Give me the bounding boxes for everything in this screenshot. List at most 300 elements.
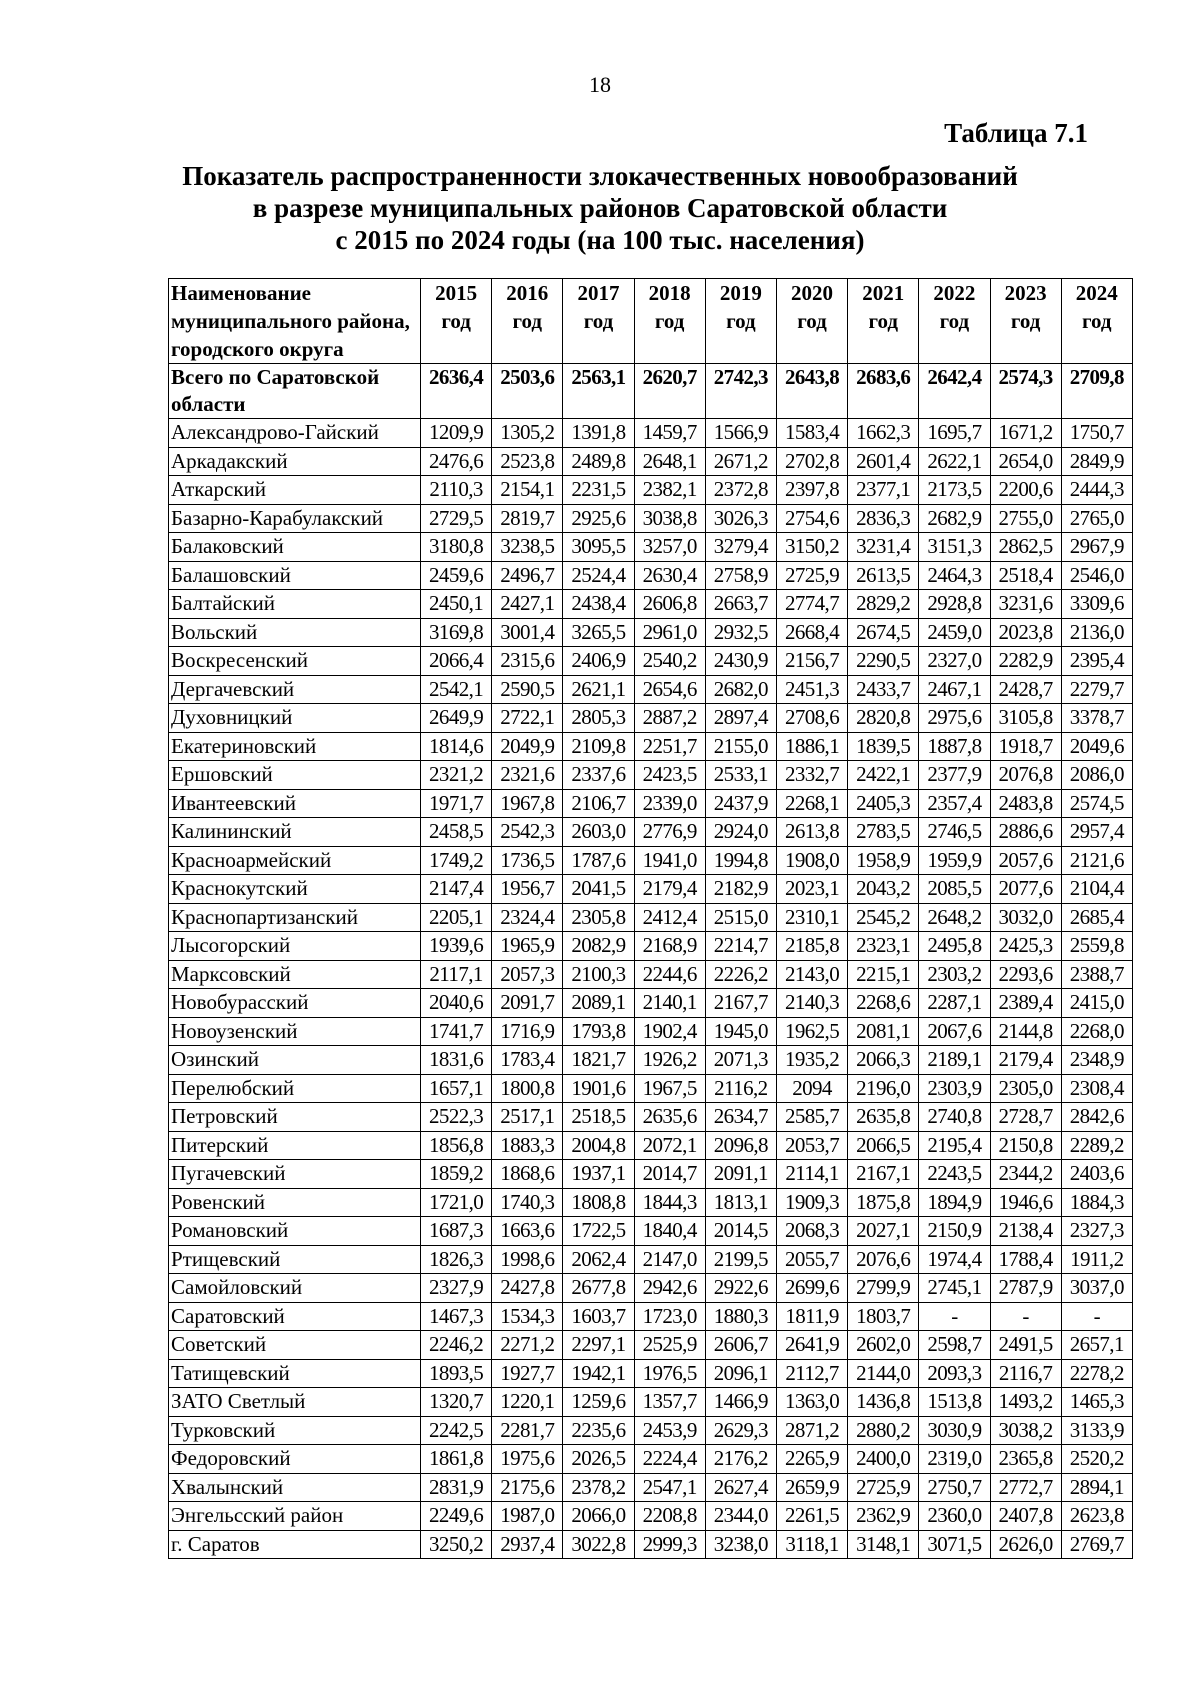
value-cell: 2450,1 (421, 590, 492, 619)
value-cell: 2871,2 (776, 1416, 847, 1445)
year-unit: год (512, 309, 543, 333)
value-cell: 3037,0 (1061, 1274, 1132, 1303)
value-cell: 2820,8 (848, 704, 919, 733)
row-name: Татищевский (169, 1359, 421, 1388)
value-cell: 2635,8 (848, 1103, 919, 1132)
value-cell: 1958,9 (848, 846, 919, 875)
value-cell: 2004,8 (563, 1131, 634, 1160)
table-row (169, 1302, 1133, 1331)
value-cell: 2932,5 (705, 618, 776, 647)
value-cell: 2365,8 (990, 1445, 1061, 1474)
value-cell: 2066,3 (848, 1046, 919, 1075)
value-cell: 1998,6 (492, 1245, 563, 1274)
row-name: Александрово-Гайский (169, 419, 421, 448)
value-cell: 2774,7 (776, 590, 847, 619)
value-cell: 2836,3 (848, 504, 919, 533)
value-cell: 2332,7 (776, 761, 847, 790)
value-cell: 2886,6 (990, 818, 1061, 847)
value-cell: 1813,1 (705, 1188, 776, 1217)
row-name: Базарно-Карабулакский (169, 504, 421, 533)
value-cell: 1901,6 (563, 1074, 634, 1103)
column-header-year (563, 279, 634, 364)
value-cell: 2249,6 (421, 1502, 492, 1531)
year-label: 2015 (435, 281, 478, 305)
row-name: Воскресенский (169, 647, 421, 676)
value-cell: 1883,3 (492, 1131, 563, 1160)
value-cell: 2305,8 (563, 903, 634, 932)
value-cell: 2310,1 (776, 903, 847, 932)
row-name: Ивантеевский (169, 789, 421, 818)
row-name: Всего по Саратовской области (169, 364, 421, 419)
value-cell: 2023,8 (990, 618, 1061, 647)
table-row (169, 1245, 1133, 1274)
value-cell: 2880,2 (848, 1416, 919, 1445)
value-cell: 2787,9 (990, 1274, 1061, 1303)
value-cell: 2467,1 (919, 675, 990, 704)
value-cell: 2147,0 (634, 1245, 705, 1274)
row-name: ЗАТО Светлый (169, 1388, 421, 1417)
value-cell: 2522,3 (421, 1103, 492, 1132)
value-cell: 2357,4 (919, 789, 990, 818)
table-title (150, 160, 1050, 256)
value-cell: 2412,4 (634, 903, 705, 932)
value-cell: 1749,2 (421, 846, 492, 875)
value-cell: - (990, 1302, 1061, 1331)
table-row (169, 1445, 1133, 1474)
value-cell: 2574,3 (990, 364, 1061, 419)
value-cell: 2344,2 (990, 1160, 1061, 1189)
value-cell: 2014,5 (705, 1217, 776, 1246)
value-cell: 2175,6 (492, 1473, 563, 1502)
value-cell: 2636,4 (421, 364, 492, 419)
value-cell: 2626,0 (990, 1530, 1061, 1559)
value-cell: 1305,2 (492, 419, 563, 448)
value-cell: 2433,7 (848, 675, 919, 704)
row-name: Калининский (169, 818, 421, 847)
value-cell: 2590,5 (492, 675, 563, 704)
value-cell: 2685,4 (1061, 903, 1132, 932)
value-cell: 2648,1 (634, 447, 705, 476)
value-cell: 2476,6 (421, 447, 492, 476)
value-cell: 2271,2 (492, 1331, 563, 1360)
table-row (169, 1473, 1133, 1502)
value-cell: 1974,4 (919, 1245, 990, 1274)
table-row (169, 675, 1133, 704)
value-cell: 2925,6 (563, 504, 634, 533)
value-cell: 2405,3 (848, 789, 919, 818)
value-cell: 2208,8 (634, 1502, 705, 1531)
value-cell: 2489,8 (563, 447, 634, 476)
value-cell: 3133,9 (1061, 1416, 1132, 1445)
value-cell: 2783,5 (848, 818, 919, 847)
value-cell: 1808,8 (563, 1188, 634, 1217)
year-label: 2017 (577, 281, 620, 305)
value-cell: 2430,9 (705, 647, 776, 676)
value-cell: 2668,4 (776, 618, 847, 647)
value-cell: 2542,1 (421, 675, 492, 704)
value-cell: 2928,8 (919, 590, 990, 619)
value-cell: 1663,6 (492, 1217, 563, 1246)
value-cell: 2725,9 (776, 561, 847, 590)
table-row (169, 1074, 1133, 1103)
table-row (169, 618, 1133, 647)
value-cell: 2606,7 (705, 1331, 776, 1360)
value-cell: 2517,1 (492, 1103, 563, 1132)
value-cell: 2699,6 (776, 1274, 847, 1303)
value-cell: 2922,6 (705, 1274, 776, 1303)
table-body (169, 364, 1133, 1559)
value-cell: 1467,3 (421, 1302, 492, 1331)
value-cell: 1918,7 (990, 732, 1061, 761)
value-cell: 2156,7 (776, 647, 847, 676)
value-cell: 1868,6 (492, 1160, 563, 1189)
value-cell: 2287,1 (919, 989, 990, 1018)
value-cell: 1671,2 (990, 419, 1061, 448)
table-row (169, 818, 1133, 847)
year-label: 2021 (862, 281, 905, 305)
column-header-year (634, 279, 705, 364)
value-cell: 2067,6 (919, 1017, 990, 1046)
value-cell: 2961,0 (634, 618, 705, 647)
value-cell: 2755,0 (990, 504, 1061, 533)
row-name: Новоузенский (169, 1017, 421, 1046)
value-cell: 3238,0 (705, 1530, 776, 1559)
value-cell: 2634,7 (705, 1103, 776, 1132)
value-cell: 2746,5 (919, 818, 990, 847)
value-cell: 2150,9 (919, 1217, 990, 1246)
table-row (169, 504, 1133, 533)
value-cell: 2293,6 (990, 960, 1061, 989)
value-cell: 2179,4 (634, 875, 705, 904)
table-row (169, 647, 1133, 676)
row-name: Перелюбский (169, 1074, 421, 1103)
value-cell: 2144,0 (848, 1359, 919, 1388)
value-cell: 2224,4 (634, 1445, 705, 1474)
column-header-year (919, 279, 990, 364)
value-cell: 3231,6 (990, 590, 1061, 619)
value-cell: 1259,6 (563, 1388, 634, 1417)
value-cell: 2740,8 (919, 1103, 990, 1132)
value-cell: 2621,1 (563, 675, 634, 704)
value-cell: 2315,6 (492, 647, 563, 676)
row-name: Турковский (169, 1416, 421, 1445)
value-cell: 2360,0 (919, 1502, 990, 1531)
row-name: Хвалынский (169, 1473, 421, 1502)
value-cell: 2116,2 (705, 1074, 776, 1103)
value-cell: 2308,4 (1061, 1074, 1132, 1103)
value-cell: 2525,9 (634, 1331, 705, 1360)
value-cell: 1357,7 (634, 1388, 705, 1417)
row-name: Аткарский (169, 476, 421, 505)
column-header-year (492, 279, 563, 364)
year-unit: год (939, 309, 970, 333)
value-cell: 1856,8 (421, 1131, 492, 1160)
value-cell: 2066,0 (563, 1502, 634, 1531)
value-cell: 2043,2 (848, 875, 919, 904)
value-cell: 1740,3 (492, 1188, 563, 1217)
value-cell: 3238,5 (492, 533, 563, 562)
value-cell: 2754,6 (776, 504, 847, 533)
value-cell: 2897,4 (705, 704, 776, 733)
value-cell: 1821,7 (563, 1046, 634, 1075)
value-cell: 2268,6 (848, 989, 919, 1018)
value-cell: 1687,3 (421, 1217, 492, 1246)
row-name: Самойловский (169, 1274, 421, 1303)
value-cell: 1893,5 (421, 1359, 492, 1388)
row-name: Пугачевский (169, 1160, 421, 1189)
value-cell: 2173,5 (919, 476, 990, 505)
table-row (169, 732, 1133, 761)
value-cell: 2750,7 (919, 1473, 990, 1502)
value-cell: 2515,0 (705, 903, 776, 932)
value-cell: 2831,9 (421, 1473, 492, 1502)
value-cell: 2189,1 (919, 1046, 990, 1075)
table-row (169, 533, 1133, 562)
value-cell: 2518,4 (990, 561, 1061, 590)
value-cell: 2324,4 (492, 903, 563, 932)
value-cell: 1750,7 (1061, 419, 1132, 448)
title-line: Показатель распространенности злокачественных новообразований (182, 161, 1018, 191)
value-cell: 1793,8 (563, 1017, 634, 1046)
value-cell: 2085,5 (919, 875, 990, 904)
value-cell: 2327,0 (919, 647, 990, 676)
value-cell: 2957,4 (1061, 818, 1132, 847)
value-cell: 2104,4 (1061, 875, 1132, 904)
value-cell: 1945,0 (705, 1017, 776, 1046)
value-cell: 2112,7 (776, 1359, 847, 1388)
row-name: Федоровский (169, 1445, 421, 1474)
value-cell: 1935,2 (776, 1046, 847, 1075)
table-row (169, 1131, 1133, 1160)
value-cell: 1886,1 (776, 732, 847, 761)
value-cell: 2427,8 (492, 1274, 563, 1303)
value-cell: 3038,8 (634, 504, 705, 533)
row-name: Ровенский (169, 1188, 421, 1217)
value-cell: 1941,0 (634, 846, 705, 875)
value-cell: 2518,5 (563, 1103, 634, 1132)
row-name: Энгельсский район (169, 1502, 421, 1531)
value-cell: 2464,3 (919, 561, 990, 590)
value-cell: 2072,1 (634, 1131, 705, 1160)
value-cell: 2344,0 (705, 1502, 776, 1531)
value-cell: 1967,8 (492, 789, 563, 818)
value-cell: 2613,5 (848, 561, 919, 590)
value-cell: 2251,7 (634, 732, 705, 761)
value-cell: 2265,9 (776, 1445, 847, 1474)
value-cell: 2423,5 (634, 761, 705, 790)
value-cell: 2205,1 (421, 903, 492, 932)
page-number: 18 (589, 72, 611, 97)
table-row (169, 561, 1133, 590)
value-cell: 2096,8 (705, 1131, 776, 1160)
value-cell: 1887,8 (919, 732, 990, 761)
table-row (169, 1359, 1133, 1388)
value-cell: 2603,0 (563, 818, 634, 847)
value-cell: 2053,7 (776, 1131, 847, 1160)
value-cell: 2641,9 (776, 1331, 847, 1360)
row-name: Балаковский (169, 533, 421, 562)
value-cell: 1566,9 (705, 419, 776, 448)
value-cell: 1534,3 (492, 1302, 563, 1331)
value-cell: 2799,9 (848, 1274, 919, 1303)
value-cell: 2725,9 (848, 1473, 919, 1502)
table-row (169, 1274, 1133, 1303)
value-cell: 2496,7 (492, 561, 563, 590)
value-cell: 2491,5 (990, 1331, 1061, 1360)
year-label: 2016 (506, 281, 549, 305)
table-row (169, 419, 1133, 448)
value-cell: 2382,1 (634, 476, 705, 505)
value-cell: 2659,9 (776, 1473, 847, 1502)
value-cell: 1722,5 (563, 1217, 634, 1246)
value-cell: 2116,7 (990, 1359, 1061, 1388)
value-cell: 2400,0 (848, 1445, 919, 1474)
value-cell: 3148,1 (848, 1530, 919, 1559)
row-name: г. Саратов (169, 1530, 421, 1559)
table-row (169, 789, 1133, 818)
value-cell: 1956,7 (492, 875, 563, 904)
value-cell: 1939,6 (421, 932, 492, 961)
value-cell: 2377,9 (919, 761, 990, 790)
value-cell: 2975,6 (919, 704, 990, 733)
row-name: Петровский (169, 1103, 421, 1132)
value-cell: 1884,3 (1061, 1188, 1132, 1217)
value-cell: 2924,0 (705, 818, 776, 847)
value-cell: 3257,0 (634, 533, 705, 562)
value-cell: 2459,0 (919, 618, 990, 647)
value-cell: 2066,5 (848, 1131, 919, 1160)
value-cell: 2406,9 (563, 647, 634, 676)
value-cell: 3231,4 (848, 533, 919, 562)
value-cell: 2140,3 (776, 989, 847, 1018)
value-cell: 1902,4 (634, 1017, 705, 1046)
value-cell: 1861,8 (421, 1445, 492, 1474)
value-cell: 2545,2 (848, 903, 919, 932)
value-cell: 2290,5 (848, 647, 919, 676)
table-row (169, 1416, 1133, 1445)
row-name: Краснокутский (169, 875, 421, 904)
row-name: Ершовский (169, 761, 421, 790)
value-cell: 1987,0 (492, 1502, 563, 1531)
value-cell: 2745,1 (919, 1274, 990, 1303)
value-cell: 2026,5 (563, 1445, 634, 1474)
value-cell: 2144,8 (990, 1017, 1061, 1046)
value-cell: 1814,6 (421, 732, 492, 761)
value-cell: 3030,9 (919, 1416, 990, 1445)
value-cell: 1513,8 (919, 1388, 990, 1417)
statistics-table (168, 278, 1133, 1559)
value-cell: 2654,0 (990, 447, 1061, 476)
value-cell: 1909,3 (776, 1188, 847, 1217)
year-unit: год (654, 309, 685, 333)
value-cell: 1209,9 (421, 419, 492, 448)
value-cell: 2282,9 (990, 647, 1061, 676)
table-row (169, 761, 1133, 790)
table-row (169, 1188, 1133, 1217)
value-cell: 1942,1 (563, 1359, 634, 1388)
value-cell: 2894,1 (1061, 1473, 1132, 1502)
value-cell: 2214,7 (705, 932, 776, 961)
value-cell: 3022,8 (563, 1530, 634, 1559)
value-cell: 2303,9 (919, 1074, 990, 1103)
value-cell: 2140,1 (634, 989, 705, 1018)
value-cell: 1946,6 (990, 1188, 1061, 1217)
value-cell: 2339,0 (634, 789, 705, 818)
table-row (169, 989, 1133, 1018)
value-cell: 2649,9 (421, 704, 492, 733)
value-cell: 2215,1 (848, 960, 919, 989)
table-row (169, 960, 1133, 989)
value-cell: 2643,8 (776, 364, 847, 419)
value-cell: 2459,6 (421, 561, 492, 590)
value-cell: 1844,3 (634, 1188, 705, 1217)
table-row (169, 1331, 1133, 1360)
title-line: с 2015 по 2024 годы (на 100 тыс. населения) (335, 225, 865, 255)
value-cell: 3378,7 (1061, 704, 1132, 733)
value-cell: 2076,8 (990, 761, 1061, 790)
value-cell: 1926,2 (634, 1046, 705, 1075)
value-cell: 1465,3 (1061, 1388, 1132, 1417)
table-row (169, 447, 1133, 476)
row-name: Балашовский (169, 561, 421, 590)
value-cell: 2613,8 (776, 818, 847, 847)
value-cell: 1927,7 (492, 1359, 563, 1388)
value-cell: 2389,4 (990, 989, 1061, 1018)
value-cell: 2602,0 (848, 1331, 919, 1360)
value-cell: 2321,6 (492, 761, 563, 790)
value-cell: 2606,8 (634, 590, 705, 619)
value-cell: 2657,1 (1061, 1331, 1132, 1360)
value-cell: 2427,1 (492, 590, 563, 619)
value-cell: 1436,8 (848, 1388, 919, 1417)
value-cell: 2428,7 (990, 675, 1061, 704)
value-cell: 3032,0 (990, 903, 1061, 932)
value-cell: 1391,8 (563, 419, 634, 448)
value-cell: 2167,7 (705, 989, 776, 1018)
value-cell: 2242,5 (421, 1416, 492, 1445)
value-cell: 1583,4 (776, 419, 847, 448)
column-header-year (848, 279, 919, 364)
value-cell: 2086,0 (1061, 761, 1132, 790)
value-cell: 2136,0 (1061, 618, 1132, 647)
value-cell: 2683,6 (848, 364, 919, 419)
value-cell: 1220,1 (492, 1388, 563, 1417)
value-cell: 2999,3 (634, 1530, 705, 1559)
value-cell: 2071,3 (705, 1046, 776, 1075)
value-cell: 2327,3 (1061, 1217, 1132, 1246)
row-name: Духовницкий (169, 704, 421, 733)
value-cell: 1967,5 (634, 1074, 705, 1103)
row-name: Советский (169, 1331, 421, 1360)
value-cell: 1788,4 (990, 1245, 1061, 1274)
value-cell: 1962,5 (776, 1017, 847, 1046)
value-cell: 1965,9 (492, 932, 563, 961)
table-row (169, 932, 1133, 961)
value-cell: 2155,0 (705, 732, 776, 761)
value-cell: 2200,6 (990, 476, 1061, 505)
year-unit: год (726, 309, 756, 333)
value-cell: 3265,5 (563, 618, 634, 647)
value-cell: 3279,4 (705, 533, 776, 562)
row-name: Ртищевский (169, 1245, 421, 1274)
value-cell: 2403,6 (1061, 1160, 1132, 1189)
value-cell: 2348,9 (1061, 1046, 1132, 1075)
value-cell: 3151,3 (919, 533, 990, 562)
value-cell: 2023,1 (776, 875, 847, 904)
value-cell: 1959,9 (919, 846, 990, 875)
year-unit: год (1010, 309, 1041, 333)
value-cell: 2014,7 (634, 1160, 705, 1189)
